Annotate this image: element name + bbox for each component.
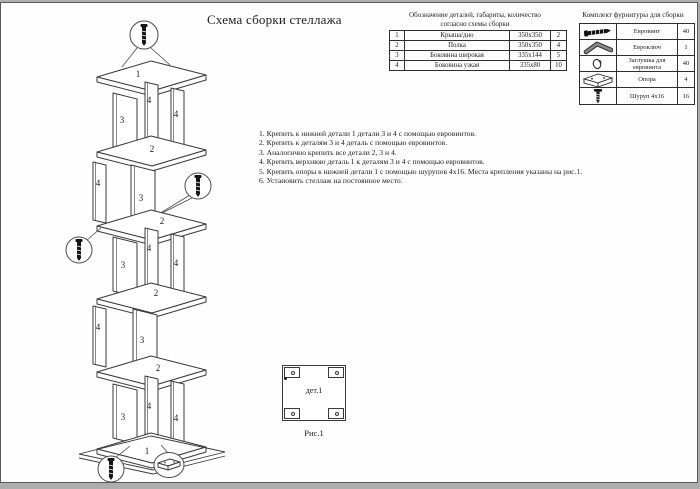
part-size: 335х80 [510,61,551,71]
hardware-name: Шуруп 4х16 [617,88,678,105]
part-label: 3 [120,260,126,270]
hardware-name: Евровинт [617,24,678,40]
part-label: 2 [153,288,159,298]
part-label: 4 [146,95,152,105]
cap-icon [583,57,613,71]
narrow-side-panel [93,306,106,367]
hex-key-icon [583,40,613,55]
part-label: 2 [149,144,155,154]
part-label: 4 [95,178,101,188]
edge-dot [284,377,287,380]
part-name: Крыша/дно [405,31,510,41]
part-label: 3 [120,412,126,422]
part-label: 1 [135,69,141,79]
part-size: 335х144 [510,51,551,61]
part-size: 350х350 [510,31,551,41]
hardware-qty: 1 [678,40,695,56]
part-label: 3 [119,115,125,125]
part-label: 3 [138,193,144,203]
table-row [390,51,567,61]
hardware-qty: 40 [678,56,695,72]
parts-caption-line1: Обозначение деталей, габариты, количество [409,11,541,19]
table-row [390,31,567,41]
screw-hole [291,371,295,375]
part-name: Боковина широкая [405,51,510,61]
hardware-name: Заглушка для евровинта [617,56,678,72]
table-row [580,72,695,88]
hardware-icon-cell [580,56,617,72]
corner-fastener-pad [328,408,344,419]
hardware-table [579,23,695,105]
euro-screw-callout-left [66,228,101,263]
part-label: 4 [146,243,152,253]
table-row [580,24,695,40]
parts-table [389,30,567,71]
part-label: 1 [144,446,150,456]
hardware-table-title: Комплект фурнитуры для сборки [582,11,684,19]
narrow-side-panel [93,162,106,223]
part-label: 3 [139,335,145,345]
part-name: Полка [405,41,510,51]
assembly-instructions [259,129,649,185]
hardware-qty: 40 [678,24,695,40]
part-label: 4 [95,322,101,332]
hardware-icon-cell [580,24,617,40]
narrow-side-panel [171,381,184,442]
figure1-caption: Рис.1 [304,428,324,438]
part-label: 4 [173,109,179,119]
part-number: 3 [390,51,405,61]
part-qty: 10 [551,61,567,71]
hardware-icon-cell [580,72,617,88]
figure1-part-label: дет.1 [305,386,323,395]
table-row [390,41,567,51]
narrow-side-panel [145,228,158,289]
hardware-qty: 4 [678,72,695,88]
instruction-step: 1. Крепить к нижней детали 1 детали 3 и 4 с помощью евровинтов. [259,129,476,138]
table-row [390,61,567,71]
parts-caption-line2: согласно схемы сборки [440,19,510,28]
instruction-step: 4. Крепить верхнюю деталь 1 к деталям 3 и 4 с помощью евровинтов. [259,157,485,167]
hardware-name: Опора [617,72,678,88]
part-qty: 5 [551,51,567,61]
parts-table-caption [381,11,569,28]
part-label: 4 [173,258,179,268]
hardware-name: Евроключ [617,40,678,56]
instruction-step: 5. Крепить опоры к нижней детали 1 с помощью шурупов 4х16. Места крепления указаны на рис.1. [259,166,583,176]
part-label: 4 [173,413,179,423]
page-title: Схема сборки стеллажа [207,12,342,27]
corner-fastener-pad [328,367,344,378]
part-label: 2 [155,363,161,373]
part-qty: 4 [551,41,567,51]
part-label: 2 [159,216,165,226]
screw-hole [335,371,339,375]
document-page [0,2,698,483]
part-name: Боковина узкая [405,61,510,71]
instruction-step: 3. Аналогично крепить все детали 2, 3 и 4. [259,147,397,157]
support-icon [582,72,614,87]
corner-fastener-pad [284,408,300,419]
instruction-step: 2. Крепить к деталям 3 и 4 деталь с помощью евровинтов. [259,138,448,148]
part-number: 2 [390,41,405,51]
euro-screw-callout-top [122,21,170,67]
table-row [580,40,695,56]
shelving-assembly-diagram [1,3,241,484]
table-row [580,88,695,105]
hardware-icon-cell [580,40,617,56]
part-number: 4 [390,61,405,71]
part-size: 350х350 [510,41,551,51]
part-qty: 2 [551,31,567,41]
narrow-side-panel [145,82,158,143]
table-row [580,56,695,72]
part-number: 1 [390,31,405,41]
figure1-panel-diagram [282,365,346,421]
instruction-step: 6. Установить стеллаж на постоянное место. [259,176,403,186]
screw-hole [335,412,339,416]
wood-screw-icon [590,88,606,104]
hardware-qty: 16 [678,88,695,105]
screw-hole [291,412,295,416]
euro-screw-icon [583,25,613,39]
part-label: 4 [146,401,152,411]
hardware-icon-cell [580,88,617,105]
